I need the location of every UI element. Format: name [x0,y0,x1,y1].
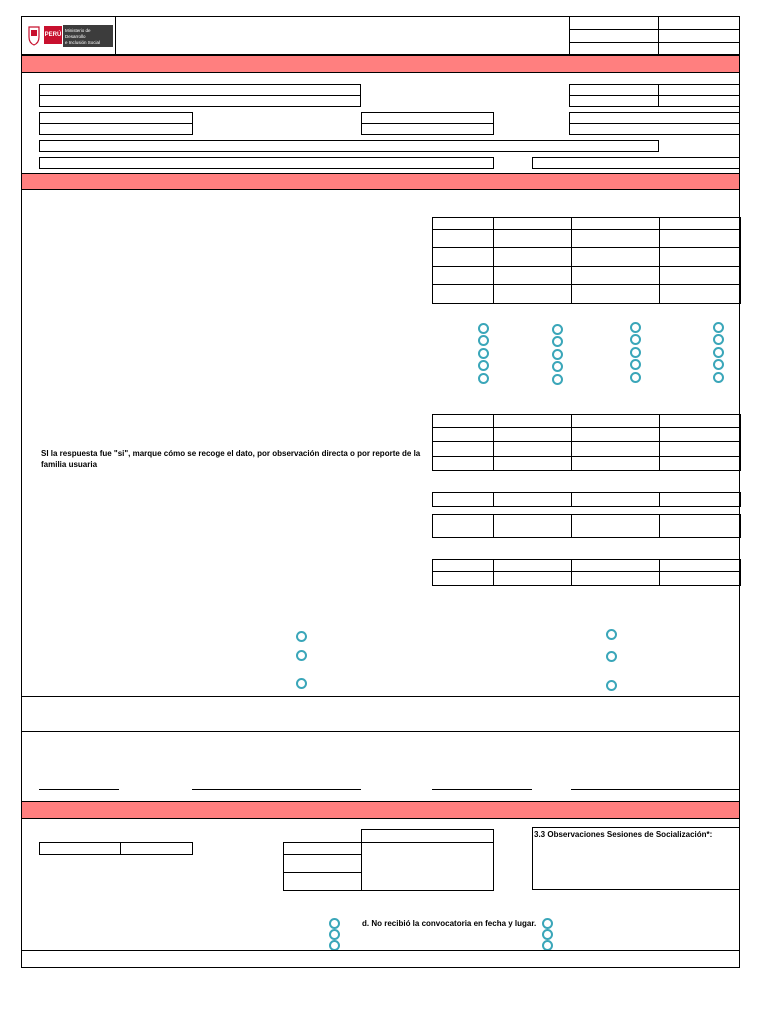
field-box-split[interactable] [39,842,193,855]
radio-option[interactable] [552,349,563,360]
response-grid-b [432,414,741,471]
radio-option[interactable] [329,929,340,940]
radio-option[interactable] [296,678,307,689]
ministry-logo [27,23,113,49]
signature-line [39,789,119,790]
field-box[interactable] [39,157,494,169]
coat-of-arms-icon [27,23,41,47]
ministry-name-line1: Ministerio de Desarrollo [65,28,91,39]
radio-option[interactable] [606,680,617,691]
radio-option[interactable] [606,629,617,640]
section-1-header-band [22,55,739,73]
radio-option[interactable] [552,374,563,385]
section-2-header-band [22,173,739,190]
header-divider [569,17,570,55]
field-divider [569,95,740,96]
signature-line [432,789,532,790]
radio-option[interactable] [296,631,307,642]
field-divider [658,84,659,107]
field-divider [361,842,494,843]
response-grid-e [432,559,741,586]
observations-label: 3.3 Observaciones Sesiones de Socialización*: [534,830,713,839]
signature-line [192,789,361,790]
header-divider [569,29,740,30]
field-divider [283,854,362,855]
radio-option[interactable] [542,929,553,940]
option-d-label: d. No recibió la convocatoria en fecha y lugar. [362,919,537,928]
field-divider [283,872,362,873]
response-grid-d [432,514,741,538]
radio-option[interactable] [478,373,489,384]
field-box-address[interactable] [39,140,659,152]
radio-option[interactable] [542,918,553,929]
radio-option[interactable] [478,335,489,346]
radio-option[interactable] [329,918,340,929]
row-separator [22,696,740,697]
sessions-box[interactable] [361,829,494,891]
radio-option[interactable] [630,334,641,345]
collection-method-instruction: SI la respuesta fue "si", marque cómo se recoge el dato, por observación directa o por reporte de la familia usuaria [41,449,421,469]
field-divider [39,95,361,96]
header-divider [569,42,740,43]
section-3-header-band [22,801,739,819]
field-divider [361,123,494,124]
field-divider [39,123,193,124]
sessions-label-box [283,842,362,891]
radio-option[interactable] [296,650,307,661]
radio-option[interactable] [606,651,617,662]
radio-option[interactable] [552,336,563,347]
radio-option[interactable] [630,359,641,370]
ministry-name [63,25,113,47]
row-separator [22,731,740,732]
field-divider [569,123,740,124]
radio-option[interactable] [630,347,641,358]
response-grid-a [432,217,741,304]
radio-option[interactable] [478,323,489,334]
signature-line [571,789,740,790]
field-divider [120,842,121,855]
ministry-name-line2: e Inclusión Social [65,40,101,45]
radio-option[interactable] [552,324,563,335]
radio-option[interactable] [478,348,489,359]
radio-option[interactable] [713,372,724,383]
radio-option[interactable] [713,359,724,370]
radio-option[interactable] [713,334,724,345]
radio-option[interactable] [630,372,641,383]
row-separator [22,950,740,951]
peru-brand-mark: PERÚ [44,26,62,44]
radio-option[interactable] [552,361,563,372]
radio-option[interactable] [713,322,724,333]
response-grid-c [432,492,741,507]
field-box[interactable] [532,157,740,169]
radio-option[interactable] [478,360,489,371]
header-divider [115,17,116,55]
frame-notch [21,190,22,206]
header-divider [658,17,659,55]
radio-option[interactable] [713,347,724,358]
radio-option[interactable] [630,322,641,333]
